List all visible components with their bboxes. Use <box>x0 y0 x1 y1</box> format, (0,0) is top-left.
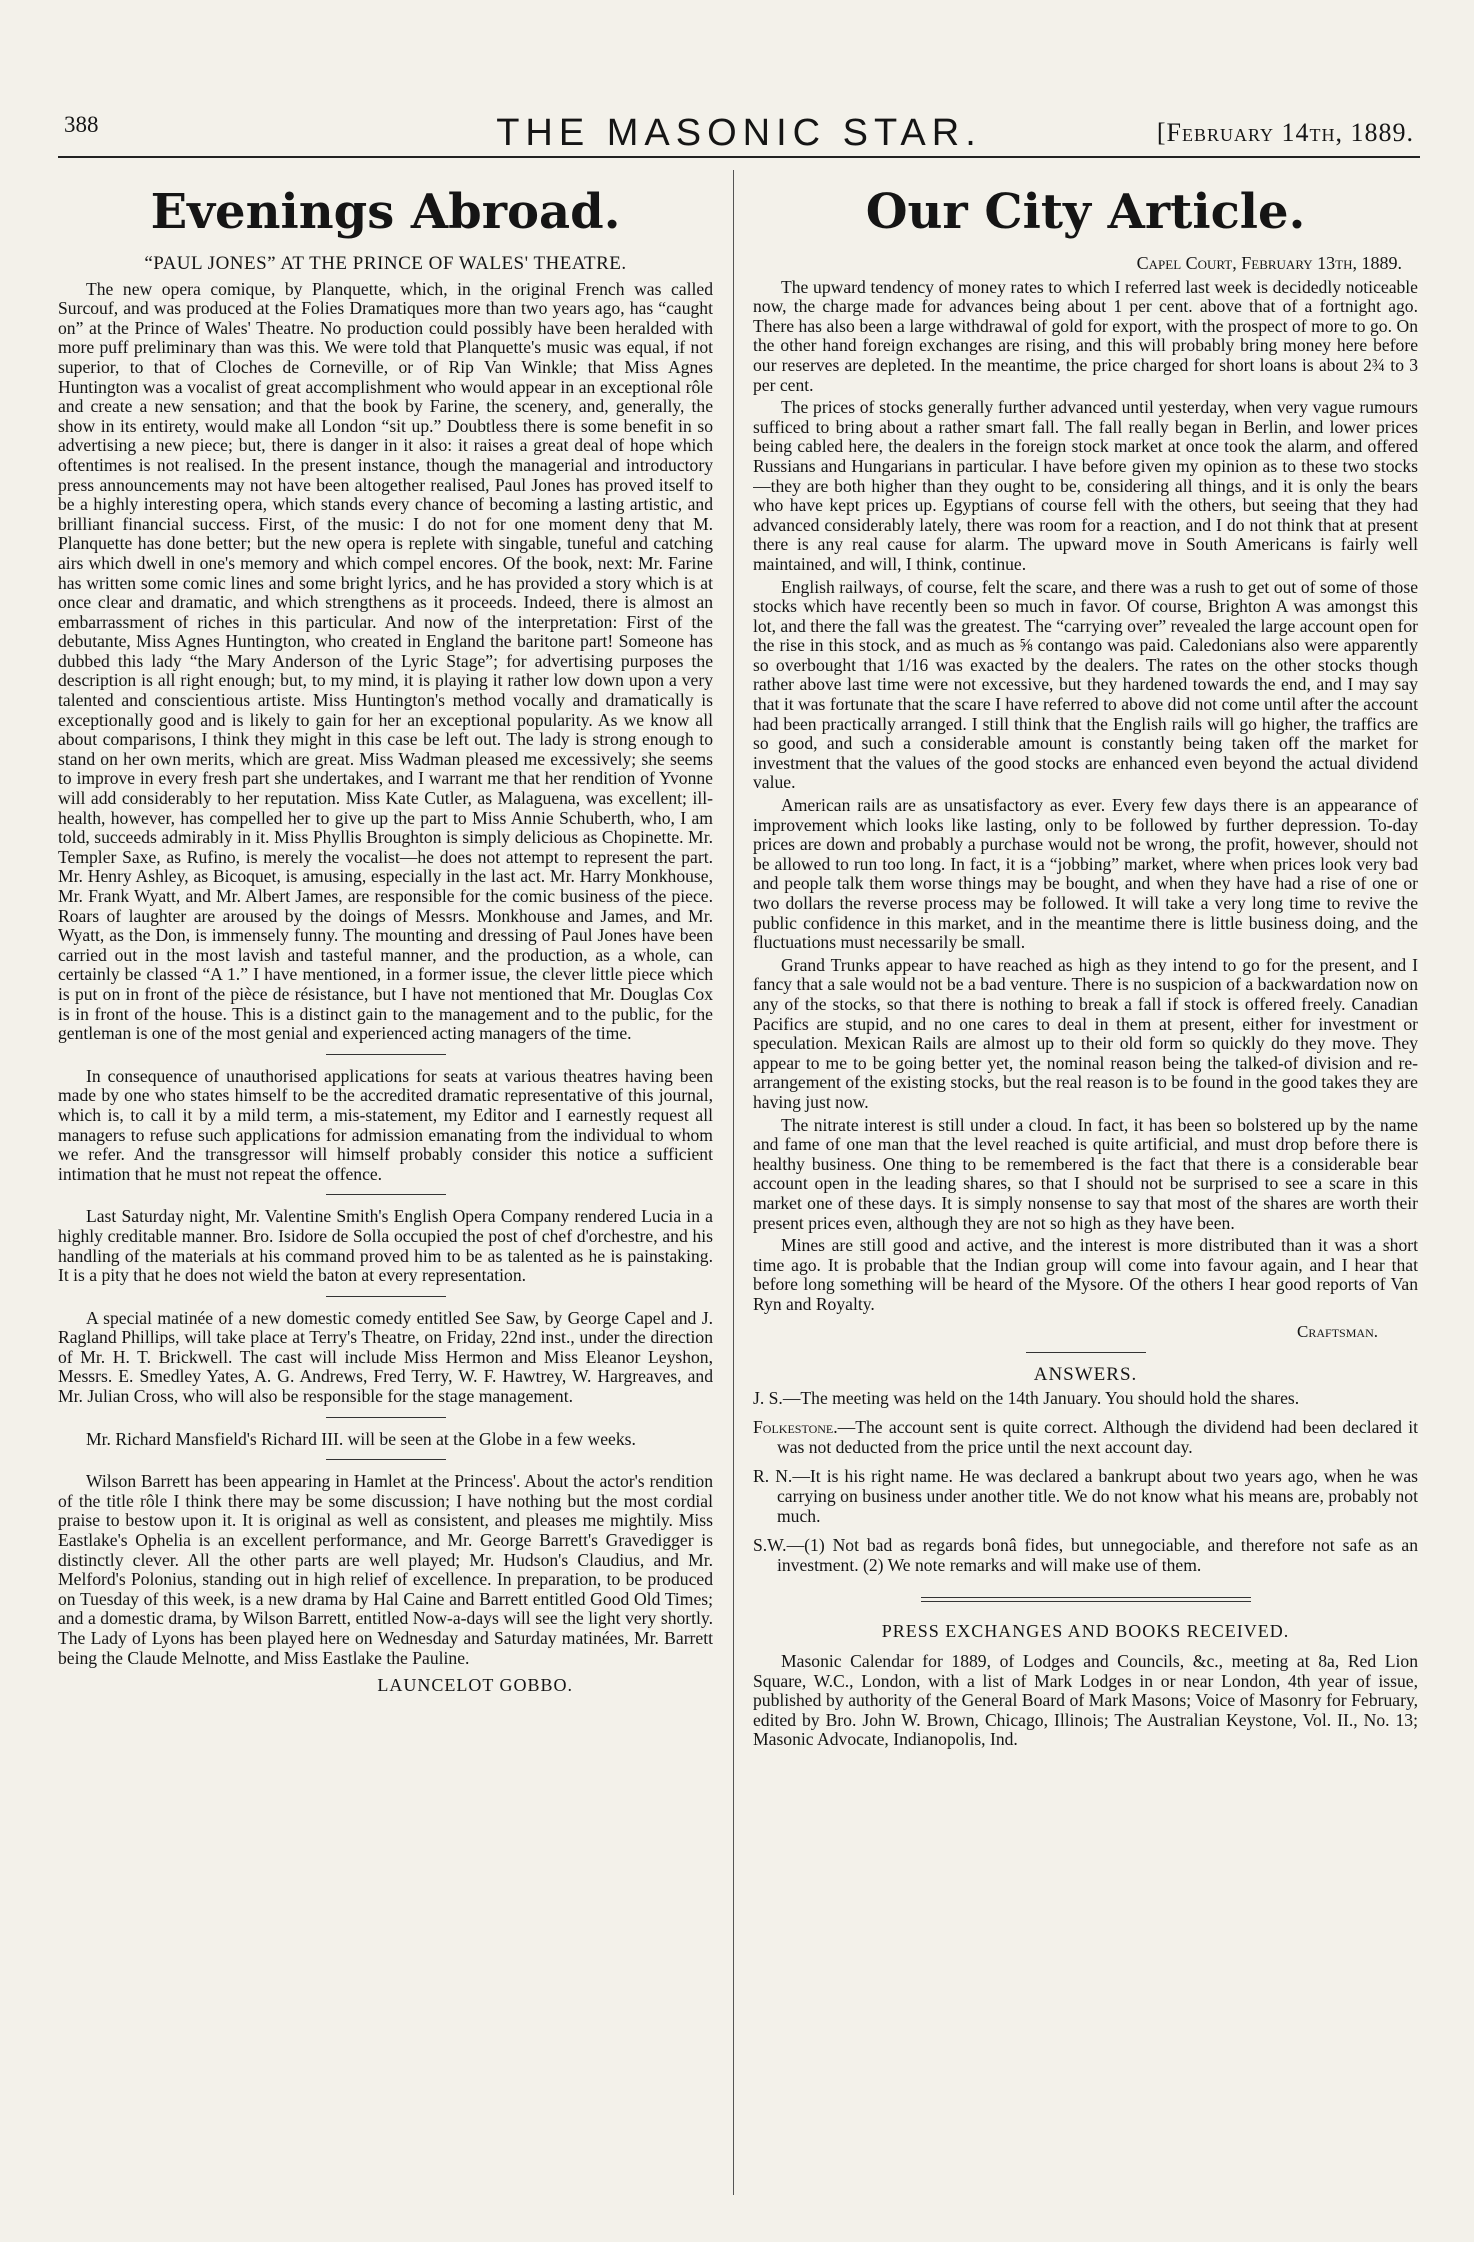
section-divider <box>326 1054 446 1055</box>
section-divider <box>326 1194 446 1195</box>
answer-text: —The account sent is quite correct. Although the dividend had been declared it was not deducted from the price until the next account day. <box>777 1417 1418 1457</box>
mines-paragraph: Mines are still good and active, and the interest is more distributed than it was a short time ago. It is probable that the Indian group will come into favour again, and I hear that before long something will be heard of the Mysore. Of the others I hear good reports of Van Ryn and Royalty. <box>753 1235 1418 1314</box>
answer-item <box>753 1389 1418 1409</box>
matinee-paragraph: A special matinée of a new domestic comedy entitled See Saw, by George Capel and J. Ragland Phillips, will take place at Terry's Theatre, on Friday, 22nd inst., under the direction of Mr. H. T. Brickwell. The cast will include Miss Hermon and Miss Eleanor Leyshon, Messrs. E. Smedley Yates, A. G. Andrews, Fred Terry, W. F. Hawtrey, W. Hargreaves, and Mr. Julian Cross, who will also be responsible for the stage management. <box>58 1307 713 1407</box>
article-subtitle: “PAUL JONES” AT THE PRINCE OF WALES' THEATRE. <box>144 253 627 274</box>
press-exchanges-text: Masonic Calendar for 1889, of Lodges and Councils, &c., meeting at 8a, Red Lion Square, W.C., London, with a list of Mark Lodges in or near London, 4th year of issue, published by authority of the General Board of Mark Masons; Voice of Masonry for February, edited by Bro. John W. Brown, Chicago, Illinois; The Australian Keystone, Vol. II., No. 13; Masonic Advocate, Indianopolis, Ind. <box>753 1651 1418 1750</box>
hamlet-paragraph: Wilson Barrett has been appearing in Hamlet at the Princess'. About the actor's rendition of the title rôle I think there may be some discussion; I have nothing but the most cordial praise to bestow upon it. It is original as well as consistent, and pleases me mightily. Miss Eastlake's Ophelia is an excellent performance, and Mr. George Barrett's Gravedigger is distinctly clever. All the other parts are well played; Mr. Hudson's Claudius, and Mr. Melford's Polonius, standing out in high relief of excellence. In preparation, to be produced on Tuesday of this week, is a new drama by Hal Caine and Barrett entitled Good Old Times; and a domestic drama, by Wilson Barrett, entitled Now-a-days will see the light very shortly. The Lady of Lyons has been played here on Wednesday and Saturday matinées, Mr. Barrett being the Claude Melnotte, and Miss Eastlake the Pauline. <box>58 1471 713 1668</box>
mansfield-paragraph: Mr. Richard Mansfield's Richard III. will be seen at the Globe in a few weeks. <box>86 1428 636 1449</box>
column-city-article <box>753 178 1418 2223</box>
section-title-city-article: Our City Article. <box>865 184 1306 240</box>
answer-label: Folkestone. <box>753 1417 838 1438</box>
answer-label: J. S. <box>753 1387 783 1408</box>
answer-text: —(1) Not bad as regards bonâ fides, but unnegociable, and therefore not safe as an investment. (2) We note remarks and will make use of them. <box>777 1535 1418 1575</box>
section-divider <box>326 1459 446 1460</box>
answers-heading: ANSWERS. <box>1033 1364 1138 1386</box>
answer-text: —It is his right name. He was declared a bankrupt about two years ago, when he was carrying on business under another title. We do not know what his means are, probably not much. <box>777 1466 1418 1526</box>
page-header <box>58 108 1420 158</box>
grand-trunks-paragraph: Grand Trunks appear to have reached as high as they intend to go for the present, and I fancy that a sale would not be a bad venture. There is no suspicion of a backwardation now on any of the stocks, so that there is nothing to break a fall if stock is offered freely. Canadian Pacifics are stupid, and no one cares to deal in them at present, either for investment or speculation. Mexican Rails are almost up to their old form so quickly do they move. They appear to me to be going better yet, the nominal reason being the talked-of division and re-arrangement of the existing stocks, but the real reason is to be found in the good takes they are having just now. <box>753 954 1418 1112</box>
answer-item <box>753 1536 1418 1575</box>
double-rule-divider <box>921 1597 1251 1602</box>
nitrate-paragraph: The nitrate interest is still under a cloud. In fact, it has been so bolstered up by the name and fame of one man that the level reached is quite artificial, and must drop before there is healthy business. One thing to be remembered is the fact that there is a considerable bear account open in the leading shares, so that I should not be surprised to see a scare in this market one of these days. It is simply nonsense to say that most of the shares are worth their present prices even, although they are not so high as they have been. <box>753 1114 1418 1233</box>
review-paragraph: The new opera comique, by Planquette, which, in the original French was called Surcouf, and was produced at the Folies Dramatiques more than two years ago, has “caught on” at the Prince of Wales' Theatre. No production could possibly have been heralded with more puff preliminary than was this. We were told that Planquette's music was equal, if not superior, to that of Cloches de Corneville, or of Rip Van Winkle; that Miss Agnes Huntington was a vocalist of great accomplishment who would appear in an exceptional rôle and create a new sensation; and that the book by Farine, the scenery, and, generally, the show in its entirety, would make all London “sit up.” Doubtless there is some benefit in so advertising a new piece; but, there is danger in it also: it raises a great deal of hope which oftentimes is not realised. In the present instance, though the managerial and introductory press announcements may not have been altogether realised, Paul Jones has proved itself to be a highly interesting opera, which stands every chance of becoming a lasting artistic, and brilliant financial success. First, of the music: I do not for one moment deny that M. Planquette has done better; but the new opera is replete with singable, tuneful and catching airs which dwell in one's memory and which compel encores. Of the book, next: Mr. Farine has written some comic lines and some bright lyrics, and he has provided a story which is at once clear and dramatic, and which strengthens as it proceeds. Indeed, there is almost an embarrassment of riches in this particular. And now of the interpretation: First of the debutante, Miss Agnes Huntington, who created in England the baritone part! Someone has dubbed this lady “the Mary Anderson of the Lyric Stage”; for advertising purposes the description is all right enough; but, to my mind, it is playing it rather low down upon a very talented and conscientious artiste. Miss Huntington's method vocally and dramatically is exceptionally good and is likely to gain for her an exceptional popularity. As we know all about comparisons, I think they might in this case be left out. The lady is strong enough to stand on her own merits, which are great. Miss Wadman pleased me excessively; she seems to improve in every fresh part she undertakes, and I warrant me that her rendition of Yvonne will add considerably to her reputation. Miss Kate Cutler, as Malaguena, was excellent; ill-health, however, has compelled her to give up the part to Miss Annie Schuberth, who, I am told, succeeds admirably in it. Miss Phyllis Broughton is simply delicious as Chopinette. Mr. Templer Saxe, as Rufino, is merely the vocalist—he does not attempt to represent the part. Mr. Henry Ashley, as Bicoquet, is amusing, especially in the last act. Mr. Harry Monkhouse, Mr. Frank Wyatt, and Mr. Albert James, are responsible for the comic business of the piece. Roars of laughter are aroused by the doings of Messrs. Monkhouse and James, and Mr. Wyatt, as the Don, is immensely funny. The mounting and dressing of Paul Jones have been carried out in the most lavish and tasteful manner, and the production, as a whole, can certainly be classed “A 1.” I have mentioned, in a former issue, the clever little piece which is put on in front of the pièce de résistance, but I have not mentioned that Mr. Douglas Cox is in front of the house. This is a distinct gain to the management and to the public, for the gentleman is one of the most genial and experienced acting managers of the time. <box>58 278 713 1044</box>
section-title-evenings-abroad: Evenings Abroad. <box>150 184 621 240</box>
section-divider <box>326 1296 446 1297</box>
notice-paragraph: In consequence of unauthorised applications for seats at various theatres having been made by one who states himself to be the accredited dramatic representative of this journal, which is, to call it by a mild term, a mis-statement, my Editor and I earnestly request all managers to refuse such applications for admission emanating from the individual to whom we refer. And the transgressor will himself probably consider this notice a sufficient intimation that he must not repeat the offence. <box>58 1065 713 1184</box>
signature-craftsman: Craftsman. <box>1297 1322 1378 1342</box>
section-divider <box>1026 1352 1146 1353</box>
signature-launcelot-gobbo: LAUNCELOT GOBBO. <box>377 1675 573 1696</box>
railways-paragraph: English railways, of course, felt the scare, and there was a rush to get out of some of those stocks which have recently been so much in favor. Of course, Brighton A was amongst this lot, and there the fall was the greatest. The “carrying over” revealed the large account open for the rise in this stock, and as much as ⅝ contango was paid. Caledonians also were apparently so overbought that 1/16 was exacted by the dealers. The rates on the other stocks though rather above last time were not excessive, but they hardened towards the end, and I may say that it was fortunate that the scare I have referred to above did not come until after the account had been practically arranged. I still think that the English rails will go higher, the traffics are so good, and such a considerable amount is constantly being taken off the market for investment that the values of the good stocks are enhanced even beyond the actual dividend value. <box>753 576 1418 793</box>
newspaper-page <box>58 0 1420 2242</box>
answer-item <box>753 1467 1418 1526</box>
stocks-paragraph: The prices of stocks generally further advanced until yesterday, when very vague rumours sufficed to bring about a rather smart fall. The fall really began in Berlin, and lower prices being cabled here, the dealers in the foreign stock market at once took the alarm, and offered Russians and Hungarians in particular. I have before given my opinion as to these two stocks—they are both higher than they ought to be, considering all things, and it is only the bears who have kept prices up. Egyptians of course fell with the others, but seeing that they had advanced considerably lately, there was room for a reaction, and I do not think that at present there is any real cause for alarm. The upward move in South Americans is fairly well maintained, and will, I think, continue. <box>753 397 1418 574</box>
article-dateline: Capel Court, February 13th, 1889. <box>1136 253 1402 273</box>
section-divider <box>326 1417 446 1418</box>
column-evenings-abroad <box>58 178 713 2223</box>
masthead: THE MASONIC STAR. <box>496 112 982 154</box>
answer-text: —The meeting was held on the 14th January. You should hold the shares. <box>782 1387 1300 1408</box>
answer-item <box>753 1418 1418 1457</box>
page-number: 388 <box>64 112 99 137</box>
column-rule <box>733 170 734 2195</box>
american-rails-paragraph: American rails are as unsatisfactory as ever. Every few days there is an appearance of improvement which looks like lasting, only to be followed by further depression. To-day prices are down and probably a purchase would not be wrong, the profit, however, should not be allowed to run too long. In fact, it is a “jobbing” market, where when prices look very bad and people talk them worse things may be bought, and when they have had a rise of one or two dollars the reverse process may be followed. It will take a very long time to revive the public confidence in this market, and in the meantime there is little business doing, and the fluctuations must necessarily be small. <box>753 795 1418 953</box>
answer-label: R. N. <box>753 1466 793 1487</box>
answer-label: S.W. <box>753 1535 787 1556</box>
money-paragraph: The upward tendency of money rates to which I referred last week is decidedly noticeable now, the charge made for advances being about 1 per cent. above that of a fortnight ago. There has also been a large withdrawal of gold for export, with the prospect of more to go. On the other hand foreign exchanges are rising, and this will probably bring money here before our reserves are depleted. In the meantime, the price charged for short loans is about 2¾ to 3 per cent. <box>753 276 1418 395</box>
issue-date: [February 14th, 1889. <box>1156 118 1414 147</box>
press-exchanges-heading: PRESS EXCHANGES AND BOOKS RECEIVED. <box>881 1621 1290 1642</box>
opera-paragraph: Last Saturday night, Mr. Valentine Smith's English Opera Company rendered Lucia in a highly creditable manner. Bro. Isidore de Solla occupied the post of chef d'orchestre, and his handling of the materials at his command proved him to be as talented as he is painstaking. It is a pity that he does not wield the baton at every representation. <box>58 1206 713 1286</box>
